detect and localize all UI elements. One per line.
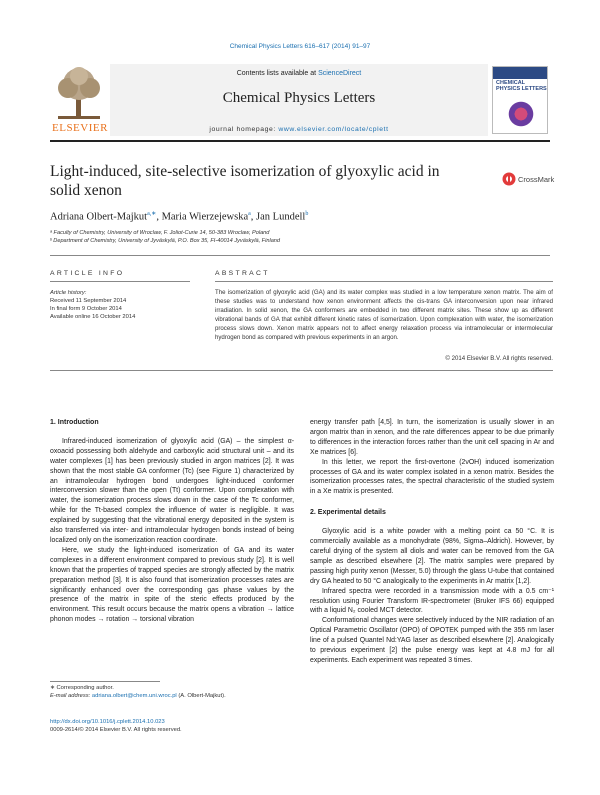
contents-line (110, 70, 488, 77)
issn-line: 0009-2614/© 2014 Elsevier B.V. All rights reserved. (50, 727, 182, 733)
homepage-link[interactable]: www.elsevier.com/locate/cplett (278, 126, 389, 133)
history-label: Article history: (50, 290, 87, 296)
article-info-heading: ARTICLE INFO (50, 270, 125, 277)
intro-paragraph-4: In this letter, we report the first-overtone (2νOH) induced isomerization processes of GA and its water complex isolated in a xenon matrix. Besides the isomerization processes rates, the spectral characteristic of the studied system in a Xe matrix is presented. (310, 458, 554, 496)
experimental-heading: 2. Experimental details (310, 509, 386, 517)
author-marks[interactable]: a (248, 211, 251, 217)
received-date: Received 11 September 2014 (50, 298, 127, 304)
journal-header (50, 64, 550, 142)
running-head[interactable]: Chemical Physics Letters 616–617 (2014) 91–97 (229, 43, 371, 50)
intro-paragraph-2: Here, we study the light-induced isomerization of GA and its water complexes in a different environment compared to previous study [2]. It is well known that the properties of trapped species are strongly affected by the matrix preparation method [3]. It is also found that isomerization processes rates are significantly enhanced over the corresponding gas phase values by the presence of the matrix in spite of the steric effects produced by the environment. This result occurs because the matrix opens a vibration → lattice phonon modes → rotation → torsional vibration (50, 546, 294, 624)
crossmark-icon (502, 172, 516, 186)
affiliation: ᵃ Faculty of Chemistry, University of Wroclaw, F. Joliot-Curie 14, 50-383 Wroclaw, Poland (50, 230, 270, 236)
experimental-paragraph-1: Glyoxylic acid is a white powder with a melting point ca 50 °C. It is commercially available as a monohydrate (98%, Sigma–Aldrich). However, by careful drying of the system all diols and water can be removed from the GA sample as described elsewhere [2]. The matrix samples were prepared by passing high purity xenon (Messer, 5.0) through the glass U-tube that contained dry GA heated to 50 °C analogically to the experiments in Ar matrix [1,2]. (310, 528, 554, 585)
email-link[interactable]: adriana.olbert@chem.uni.wroc.pl (91, 693, 177, 699)
right-column (310, 418, 554, 666)
intro-heading: 1. Introduction (50, 419, 99, 426)
journal-name: Chemical Physics Letters (222, 90, 376, 106)
author-name[interactable]: Maria Wierzejewska (161, 211, 249, 223)
email-suffix: (A. Olbert-Majkut). (176, 693, 226, 699)
divider (50, 281, 190, 282)
author-name[interactable]: Adriana Olbert-Majkut (50, 211, 148, 223)
divider (50, 370, 553, 371)
experimental-paragraph-2: Infrared spectra were recorded in a transmission mode with a 0.5 cm⁻¹ resolution using Fourier Transform IR-spectrometer (Bruker IFS 66) equipped with a liquid N₂ cooled MCT detector. (310, 587, 554, 615)
article-info (50, 289, 190, 321)
author-marks[interactable]: a,∗ (147, 211, 157, 217)
final-form-date: In final form 9 October 2014 (50, 306, 122, 312)
elsevier-wordmark: ELSEVIER (52, 122, 108, 134)
cover-image (501, 99, 541, 129)
contents-prefix: Contents lists available at (236, 70, 319, 77)
left-column (50, 418, 294, 625)
author-name[interactable]: Jan Lundell (256, 211, 306, 223)
affiliations (50, 229, 280, 245)
crossmark-label: CrossMark (518, 175, 555, 184)
homepage-line (110, 126, 488, 133)
article-title: Light-induced, site-selective isomerization of glyoxylic acid in solid xenon (50, 163, 440, 199)
doi-link[interactable]: http://dx.doi.org/10.1016/j.cplett.2014.10.023 (50, 719, 165, 725)
elsevier-tree-icon (50, 64, 108, 122)
abstract-text: The isomerization of glyoxylic acid (GA) and its water complex was studied in a low temperature xenon matrix. The aim of these studies was to understand how xenon environment affects the cis-trans GA interconversion upon near infrared irradiation. In solid xenon, the GA conformers are embedded in two different matrix sites. These show up as different vibrational bands of GA that exhibit different kinetic rates of isomerization. Upon complexation with water, the isomerization process slows down. Xenon matrix appears not to affect energy relaxation process via intramolecular or intermolecular hydrogen bond as compared with previous experiments in an argon. (215, 289, 553, 341)
journal-cover[interactable] (492, 66, 548, 134)
abstract-heading: ABSTRACT (215, 270, 270, 277)
intro-paragraph-3: energy transfer path [4,5]. In turn, the isomerization is usually slower in an argon matrix than in xenon, and the rate differences appear to be due primarily to differences in the interaction forces rather than the unit cell spacing in Ar and Xe matrices [6]. (310, 419, 554, 456)
intro-paragraph-1: Infrared-induced isomerization of glyoxylic acid (GA) – the simplest α-oxoacid possessing both aldehyde and carboxylic acid structural unit – and its water complexes [1] has been previously studied in argon matrices [2]. It was shown that the most stable GA conformer (Tc) (see Figure 1) characterized by an intramolecular hydrogen bond undergoes light-induced conformer interconversion slower than the open (Tt) conformer. Upon complexation with water, the isomerization process slows down in the case of the Tc conformer, while for the Tt-based complex the influence of water is negligible. It was explained by suggesting that the vibrational energy deposited in the system is also transferred via inter- and intramolecular hydrogen bonds instead of being localized only on the isomerization reaction coordinate. (50, 437, 294, 544)
authors: Adriana Olbert-Majkut$^{a,∗}$, Maria Wierzejewska$^a$, Jan Lundell$^b$ (50, 211, 309, 223)
bottom-links (50, 718, 182, 734)
sciencedirect-link[interactable]: ScienceDirect (318, 70, 362, 77)
corresponding-note: ∗ Corresponding author. (50, 685, 114, 691)
divider (50, 255, 550, 256)
online-date: Available online 16 October 2014 (50, 314, 136, 320)
email-label: E-mail address: (50, 693, 92, 699)
experimental-paragraph-3: Conformational changes were selectively induced by the NIR radiation of an Optical Parametric Oscillator (OPO) of OPOTEK pumped with the 355 nm laser line of a pulsed Quantel Nd:YAG laser as described elsewhere [2]. Analogically to previous experiment [2] the pulse energy was kept at 4.8 mJ for all experiments. Each experiment was repeated 3 times. (310, 617, 554, 664)
header-rule (50, 140, 550, 142)
affiliation: ᵇ Department of Chemistry, University of Jyväskylä, P.O. Box 35, FI-40014 Jyväskylä, Finland (50, 238, 281, 244)
cover-band (493, 67, 547, 79)
homepage-prefix: journal homepage: (209, 126, 279, 133)
cover-title: CHEMICAL PHYSICS LETTERS (496, 80, 547, 93)
email-line (50, 692, 294, 700)
footnote-rule (50, 681, 160, 682)
abstract-copyright: © 2014 Elsevier B.V. All rights reserved. (445, 355, 553, 362)
footnotes (50, 684, 294, 700)
crossmark-button[interactable] (502, 172, 555, 188)
elsevier-logo (50, 64, 108, 136)
author-marks[interactable]: b (305, 211, 309, 217)
divider (215, 281, 553, 282)
